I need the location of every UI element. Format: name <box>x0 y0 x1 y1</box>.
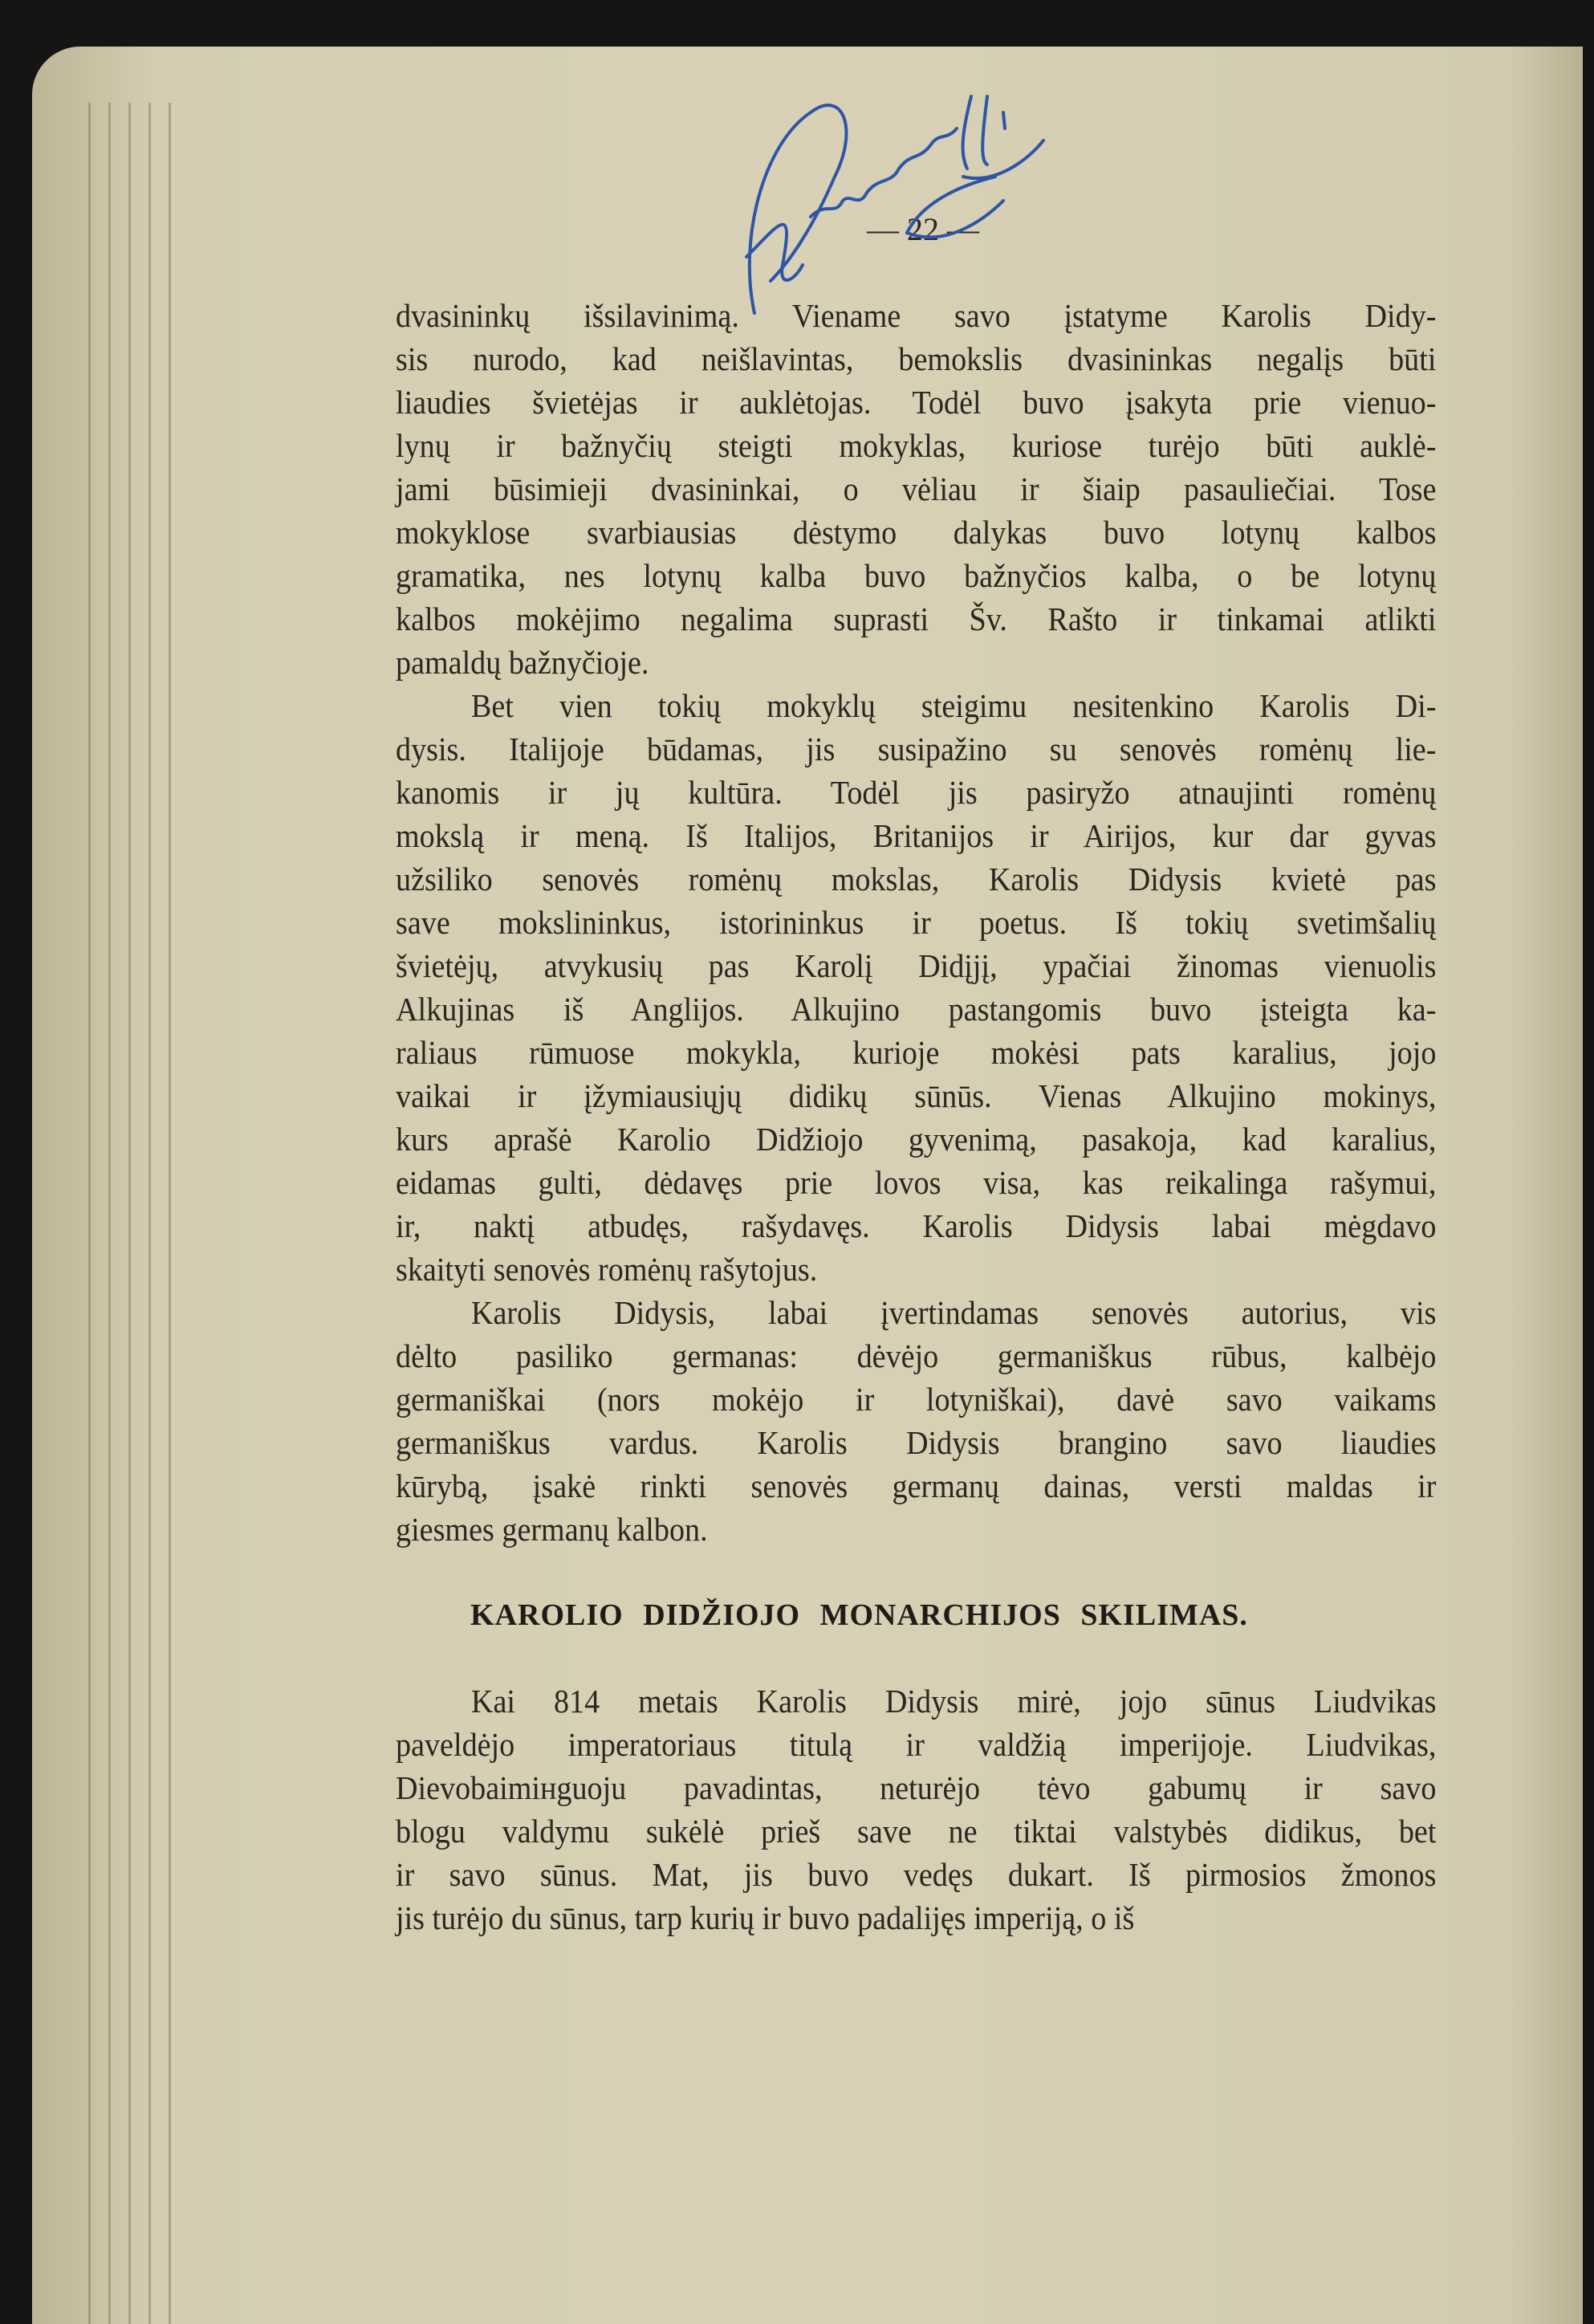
text-line: Alkujinas iš Anglijos. Alkujino pastangomis buvo įsteigta ka- <box>396 991 1437 1028</box>
text-line: save mokslininkus, istorininkus ir poetus. Iš tokių svetimšalių <box>396 904 1437 941</box>
text-line: vaikai ir įžymiausiųjų didikų sūnūs. Vienas Alkujino mokinys, <box>396 1077 1437 1114</box>
text-line: raliaus rūmuose mokykla, kurioje mokėsi pats karalius, jojo <box>396 1034 1437 1071</box>
text-line: ir savo sūnus. Mat, jis buvo vedęs dukart. Iš pirmosios žmonos <box>396 1856 1437 1893</box>
text-line: kalbos mokėjimo negalima suprasti Šv. Rašto ir tinkamai atlikti <box>396 600 1437 637</box>
text-line: germaniškus vardus. Karolis Didysis brangino savo liaudies <box>396 1424 1437 1461</box>
text-line: sis nurodo, kad neišlavintas, bemokslis dvasininkas negalįs būti <box>396 340 1437 377</box>
page-stack-edge <box>88 103 91 2324</box>
text-line: jis turėjo du sūnus, tarp kurių ir buvo padalijęs imperiją, o iš <box>396 1899 1135 1936</box>
text-line: Bet vien tokių mokyklų steigimu nesitenkino Karolis Di- <box>470 687 1437 724</box>
text-line: dėlto pasiliko germanas: dėvėjo germaniškus rūbus, kalbėjo <box>396 1337 1437 1374</box>
text-line: jami būsimieji dvasininkai, o vėliau ir šiaip pasauliečiai. Tose <box>396 470 1437 507</box>
text-line: kanomis ir jų kultūra. Todėl jis pasiryžo atnaujinti romėnų <box>396 774 1437 811</box>
page-stack-edge <box>108 103 111 2324</box>
text-line: ir, naktį atbudęs, rašydavęs. Karolis Didysis labai mėgdavo <box>396 1207 1437 1244</box>
page-stack-edge <box>128 103 131 2324</box>
text-line: kurs aprašė Karolio Didžiojo gyvenimą, pasakoja, kad karalius, <box>396 1121 1437 1158</box>
text-line: giesmes germanų kalbon. <box>396 1511 708 1548</box>
handwritten-signature <box>706 80 1156 321</box>
text-line: kūrybą, įsakė rinkti senovės germanų dainas, versti maldas ir <box>396 1467 1437 1504</box>
text-line: Kai 814 metais Karolis Didysis mirė, jojo sūnus Liudvikas <box>470 1683 1437 1720</box>
text-line: mokslą ir meną. Iš Italijos, Britanijos ir Airijos, kur dar gyvas <box>396 817 1437 854</box>
page-stack-edge <box>148 103 151 2324</box>
page-number: — 22 — <box>867 211 979 247</box>
text-line: germaniškai (nors mokėjo ir lotyniškai), davė savo vaikams <box>396 1381 1437 1418</box>
text-line: dvasininkų išsilavinimą. Viename savo įstatyme Karolis Didy- <box>396 297 1437 334</box>
text-line: blogu valdymu sukėlė prieš save ne tiktai valstybės didikus, bet <box>396 1813 1437 1850</box>
text-line: dysis. Italijoje būdamas, jis susipažino su senovės romėnų lie- <box>396 731 1437 767</box>
text-line: Karolis Didysis, labai įvertindamas senovės autorius, vis <box>470 1294 1437 1331</box>
text-line: liaudies švietėjas ir auklėtojas. Todėl buvo įsakyta prie vienuo- <box>396 384 1437 421</box>
page-stack-edge <box>169 103 171 2324</box>
text-line: gramatika, nes lotynų kalba buvo bažnyčios kalba, o be lotynų <box>396 557 1437 594</box>
text-line: švietėjų, atvykusių pas Karolį Didįjį, ypačiai žinomas vienuolis <box>396 947 1437 984</box>
text-line: Dievobaimінguoju pavadintas, neturėjo tėvo gabumų ir savo <box>396 1769 1437 1806</box>
section-heading: KAROLIO DIDŽIOJO MONARCHIJOS SKILIMAS. <box>470 1598 1248 1632</box>
text-line: lynų ir bažnyčių steigti mokyklas, kuriose turėjo būti auklė- <box>396 427 1437 464</box>
text-line: pamaldų bažnyčioje. <box>396 644 649 681</box>
text-line: užsiliko senovės romėnų mokslas, Karolis Didysis kvietė pas <box>396 861 1437 897</box>
text-line: paveldėjo imperatoriaus titulą ir valdžią imperijoje. Liudvikas, <box>396 1726 1437 1763</box>
text-line: eidamas gulti, dėdavęs prie lovos visa, kas reikalinga rašymui, <box>396 1164 1437 1201</box>
text-line: skaityti senovės romėnų rašytojus. <box>396 1251 818 1288</box>
text-line: mokyklose svarbiausias dėstymo dalykas buvo lotynų kalbos <box>396 514 1437 551</box>
